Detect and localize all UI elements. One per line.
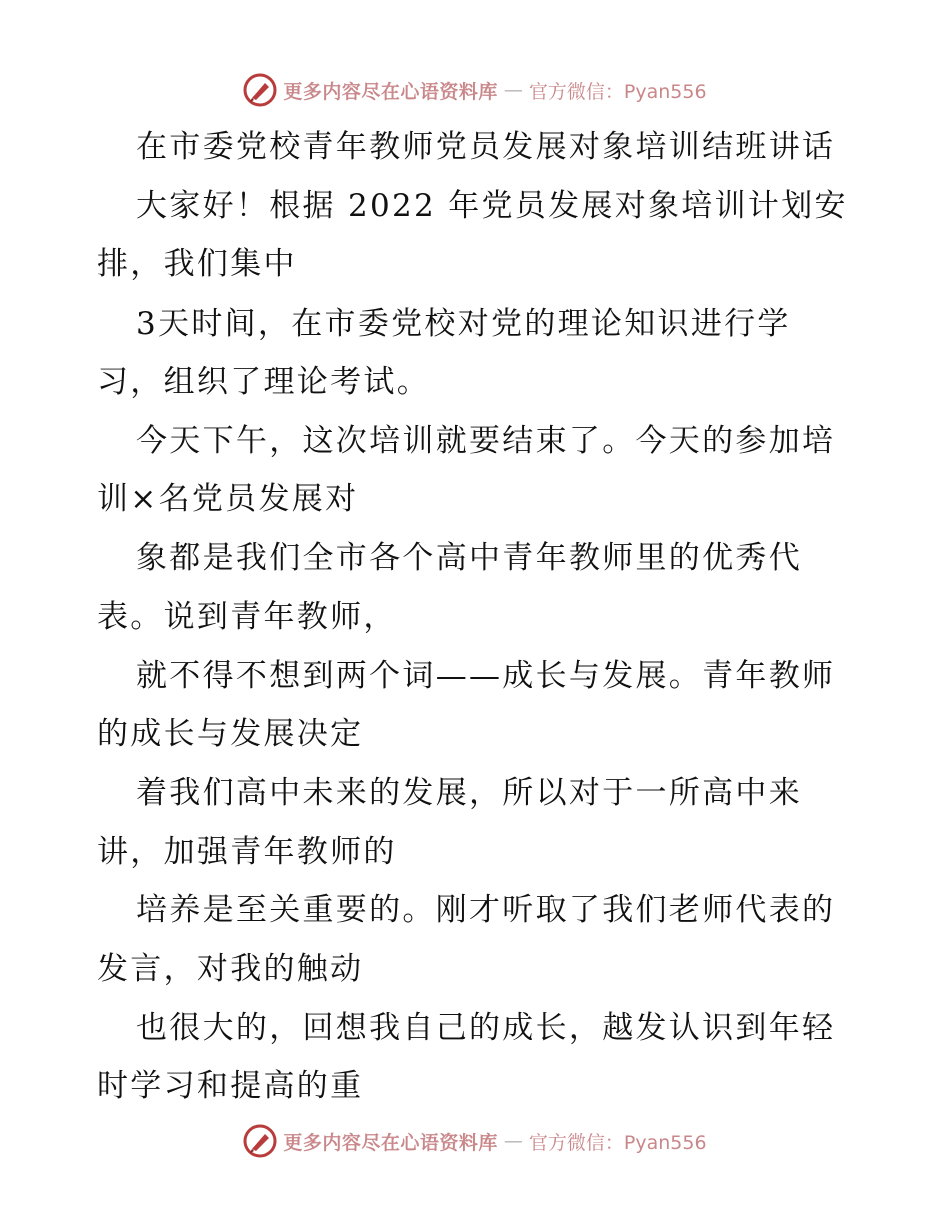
text-line: 讲，加强青年教师的 bbox=[97, 834, 397, 870]
watermark-main-text: 更多内容尽在心语资料库 bbox=[283, 80, 498, 103]
document-title: 在市委党校青年教师党员发展对象培训结班讲话 bbox=[136, 129, 836, 165]
pen-logo-icon bbox=[243, 1124, 277, 1158]
header-watermark bbox=[0, 70, 950, 110]
watermark-dash: — bbox=[503, 1130, 523, 1152]
text-line: 大家好！根据 2022 年党员发展对象培训计划安 bbox=[136, 188, 848, 224]
text-line: 今天下午，这次培训就要结束了。今天的参加培 bbox=[136, 423, 836, 459]
text-line: 3天时间，在市委党校对党的理论知识进行学 bbox=[136, 306, 791, 342]
text-line: 时学习和提高的重 bbox=[97, 1068, 364, 1104]
text-line: 象都是我们全市各个高中青年教师里的优秀代 bbox=[136, 540, 802, 576]
text-line: 也很大的，回想我自己的成长，越发认识到年轻 bbox=[136, 1010, 836, 1046]
text-line: 习，组织了理论考试。 bbox=[97, 364, 430, 400]
text-line: 发言，对我的触动 bbox=[97, 951, 364, 987]
text-line: 排，我们集中 bbox=[97, 246, 297, 282]
watermark-dash: — bbox=[503, 79, 523, 101]
text-line: 训×名党员发展对 bbox=[97, 481, 359, 517]
text-line: 就不得不想到两个词——成长与发展。青年教师 bbox=[136, 658, 836, 694]
pen-logo-icon bbox=[243, 73, 277, 107]
text-line: 的成长与发展决定 bbox=[97, 716, 364, 752]
watermark-wechat-text: 官方微信：Pyan556 bbox=[528, 80, 707, 103]
text-line: 表。说到青年教师， bbox=[97, 599, 397, 635]
watermark-main-text: 更多内容尽在心语资料库 bbox=[283, 1131, 498, 1154]
text-line: 培养是至关重要的。刚才听取了我们老师代表的 bbox=[136, 892, 836, 928]
footer-watermark bbox=[0, 1121, 950, 1161]
text-line: 着我们高中未来的发展，所以对于一所高中来 bbox=[136, 775, 802, 811]
watermark-wechat-text: 官方微信：Pyan556 bbox=[528, 1131, 707, 1154]
